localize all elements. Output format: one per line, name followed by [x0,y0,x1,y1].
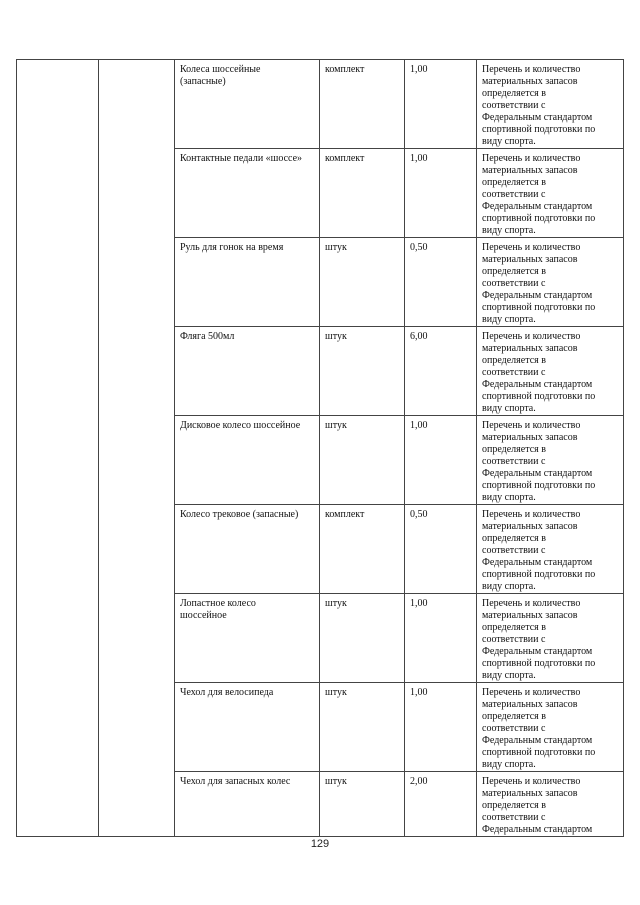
quantity-cell: 1,00 [405,149,477,238]
empty-cell-col1 [17,60,99,837]
note-cell: Перечень и количество материальных запасов определяется в соответствии с Федеральным стандартом [477,772,624,837]
quantity-cell: 1,00 [405,416,477,505]
empty-cell-col2 [99,60,175,837]
item-name-cell: Чехол для велосипеда [175,683,320,772]
item-name-cell: Чехол для запасных колес [175,772,320,837]
unit-cell: штук [320,327,405,416]
note-cell: Перечень и количество материальных запасов определяется в соответствии с Федеральным стандартом спортивной подготовки по виду спорта. [477,505,624,594]
unit-cell: штук [320,238,405,327]
unit-cell: комплект [320,60,405,149]
item-name-cell: Колеса шоссейные (запасные) [175,60,320,149]
item-name-cell: Колесо трековое (запасные) [175,505,320,594]
unit-cell: штук [320,594,405,683]
unit-cell: штук [320,683,405,772]
unit-cell: штук [320,772,405,837]
note-cell: Перечень и количество материальных запасов определяется в соответствии с Федеральным стандартом спортивной подготовки по виду спорта. [477,327,624,416]
note-cell: Перечень и количество материальных запасов определяется в соответствии с Федеральным стандартом спортивной подготовки по виду спорта. [477,238,624,327]
item-name-cell: Дисковое колесо шоссейное [175,416,320,505]
item-name-cell: Руль для гонок на время [175,238,320,327]
note-cell: Перечень и количество материальных запасов определяется в соответствии с Федеральным стандартом спортивной подготовки по виду спорта. [477,416,624,505]
page-number: 129 [310,838,330,850]
item-name-cell: Лопастное колесо шоссейное [175,594,320,683]
quantity-cell: 0,50 [405,505,477,594]
note-cell: Перечень и количество материальных запасов определяется в соответствии с Федеральным стандартом спортивной подготовки по виду спорта. [477,683,624,772]
quantity-cell: 2,00 [405,772,477,837]
quantity-cell: 1,00 [405,683,477,772]
quantity-cell: 1,00 [405,594,477,683]
note-cell: Перечень и количество материальных запасов определяется в соответствии с Федеральным стандартом спортивной подготовки по виду спорта. [477,149,624,238]
note-cell: Перечень и количество материальных запасов определяется в соответствии с Федеральным стандартом спортивной подготовки по виду спорта. [477,594,624,683]
item-name-cell: Фляга 500мл [175,327,320,416]
unit-cell: комплект [320,149,405,238]
quantity-cell: 1,00 [405,60,477,149]
equipment-table [16,59,624,837]
note-cell: Перечень и количество материальных запасов определяется в соответствии с Федеральным стандартом спортивной подготовки по виду спорта. [477,60,624,149]
quantity-cell: 6,00 [405,327,477,416]
unit-cell: штук [320,416,405,505]
item-name-cell: Контактные педали «шоссе» [175,149,320,238]
unit-cell: комплект [320,505,405,594]
table-row [17,60,624,149]
quantity-cell: 0,50 [405,238,477,327]
